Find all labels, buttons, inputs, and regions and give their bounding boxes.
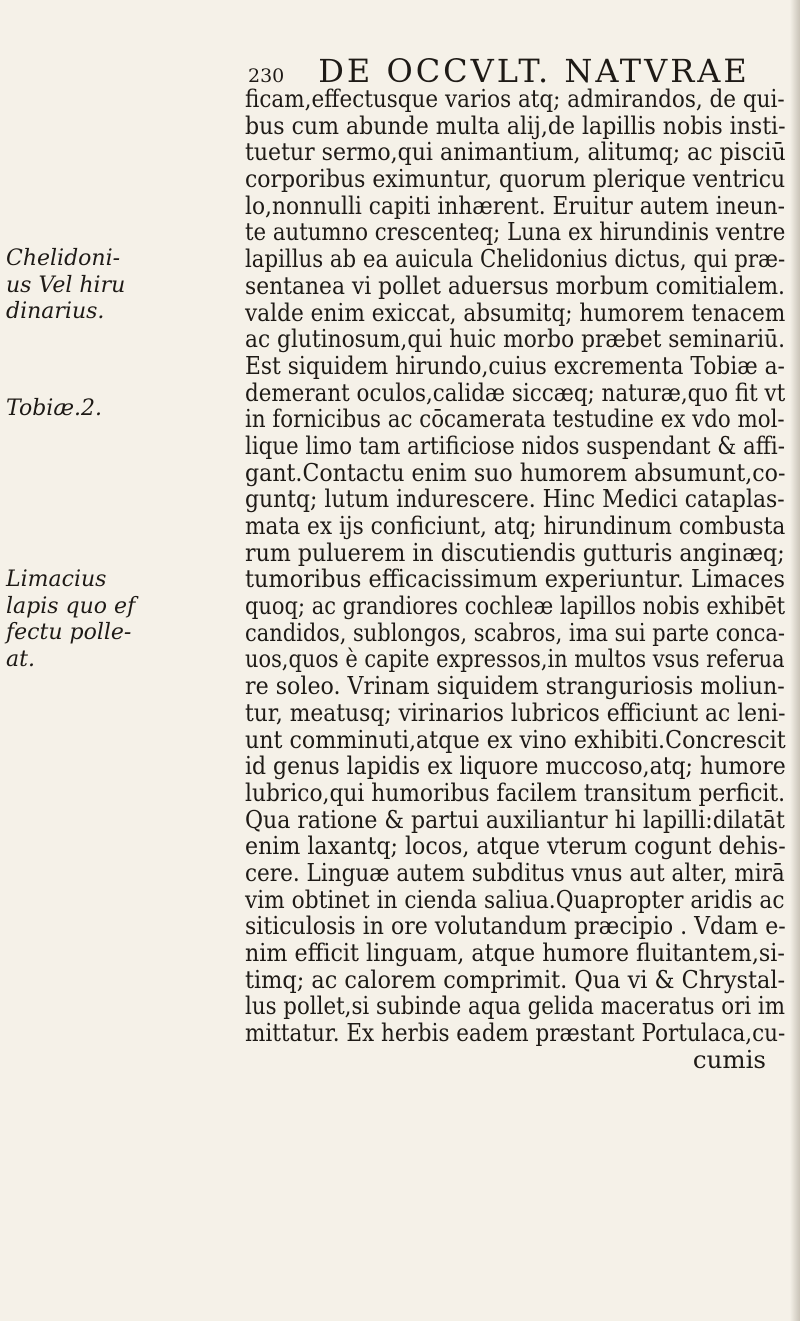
text-line: valde enim exiccat, absumitq; humorem tenacem: [245, 297, 786, 327]
margin-note-tobiae: [6, 396, 102, 423]
text-line: candidos, sublongos, scabros, ima sui parte conca-: [245, 617, 785, 647]
text-line: gant.Contactu enim suo humorem absumunt,co-: [245, 457, 786, 487]
text-line: cere. Linguæ autem subditus vnus aut alter, mirā: [245, 857, 785, 887]
text-line: demerant oculos,calidæ siccæq; naturæ,quo fit vt: [245, 377, 786, 407]
text-line: enim laxantq; locos, atque vterum cogunt dehis-: [245, 831, 786, 861]
text-line: tumoribus efficacissimum experiuntur. Limaces: [245, 564, 786, 594]
margin-note-line: fectu polle-: [6, 620, 132, 646]
text-line: lapillus ab ea auicula Chelidonius dictus, qui præ-: [245, 244, 786, 274]
margin-note-line: Chelidoni-: [6, 246, 121, 271]
text-line: in fornicibus ac cōcamerata testudine ex vdo mol-: [245, 404, 785, 434]
text-line: Est siquidem hirundo,cuius excrementa Tobiæ a-: [245, 350, 785, 380]
text-line: sentanea vi pollet aduersus morbum comitialem.: [245, 270, 785, 300]
text-line: tuetur sermo,qui animantium, alitumq; ac pisciū: [245, 137, 786, 167]
text-line: ac glutinosum,qui huic morbo præbet seminariū.: [245, 324, 785, 354]
body-text: [245, 86, 790, 1073]
text-line: uos,quos è capite expressos,in multos vsus referua: [245, 644, 785, 674]
text-line: siticulosis in ore volutandum præcipio . Vdam e-: [245, 911, 786, 941]
margin-note-line: dinarius.: [6, 299, 105, 325]
text-line: lo,nonnulli capiti inhærent. Eruitur autem ineun-: [245, 190, 785, 220]
margin-note-line: us Vel hiru: [6, 272, 126, 298]
catchword: cumis: [692, 1044, 766, 1074]
margin-note-chelidonius: [6, 246, 125, 326]
text-line: re soleo. Vrinam siquidem stranguriosis moliun-: [245, 671, 785, 701]
margin-note-line: Limacius: [6, 567, 107, 592]
text-line: rum puluerem in discutiendis gutturis anginæq;: [245, 537, 785, 567]
margin-note-limacius: [6, 567, 135, 674]
text-line: ficam,effectusque varios atq; admirandos, de qui-: [245, 84, 785, 113]
text-line: lique limo tam artificiose nidos suspendant & affi-: [245, 430, 785, 460]
text-line: timq; ac calorem comprimit. Qua vi & Chrystal-: [245, 964, 786, 994]
margin-note-line: lapis quo ef: [6, 593, 136, 619]
text-line: bus cum abunde multa alij,de lapillis nobis insti-: [245, 110, 786, 140]
text-line: nim efficit linguam, atque humore fluitantem,si-: [245, 938, 785, 967]
text-line: vim obtinet in cienda saliua.Quapropter aridis ac: [245, 884, 785, 914]
text-line: Qua ratione & partui auxiliantur hi lapilli:dilatāt: [245, 804, 785, 834]
text-line: mata ex ijs conficiunt, atq; hirundinum combusta: [245, 511, 786, 540]
text-line: guntq; lutum indurescere. Hinc Medici cataplas-: [245, 484, 785, 514]
page-number: 230: [248, 65, 285, 87]
text-line: mittatur. Ex herbis eadem præstant Portulaca,cu-: [245, 1018, 786, 1048]
margin-note-line: Tobiæ.2.: [6, 396, 102, 421]
text-line: quoq; ac grandiores cochleæ lapillos nobis exhibēt: [245, 591, 786, 621]
page-edge-shadow: [790, 0, 800, 1321]
text-line: id genus lapidis ex liquore muccoso,atq; humore: [245, 751, 786, 781]
running-title: DE OCCVLT. NATVRAE: [318, 52, 750, 90]
text-line: te autumno crescenteq; Luna ex hirundinis ventre: [245, 217, 786, 247]
text-line: lubrico,qui humoribus facilem transitum perficit.: [245, 777, 786, 807]
text-line: corporibus eximuntur, quorum plerique ventricu: [245, 164, 786, 194]
text-line: tur, meatusq; virinarios lubricos efficiunt ac leni-: [245, 697, 786, 727]
text-line: lus pollet,si subinde aqua gelida maceratus ori im: [245, 991, 785, 1021]
margin-note-line: at.: [6, 647, 35, 673]
text-line: unt comminuti,atque ex vino exhibiti.Concrescit: [245, 724, 786, 754]
